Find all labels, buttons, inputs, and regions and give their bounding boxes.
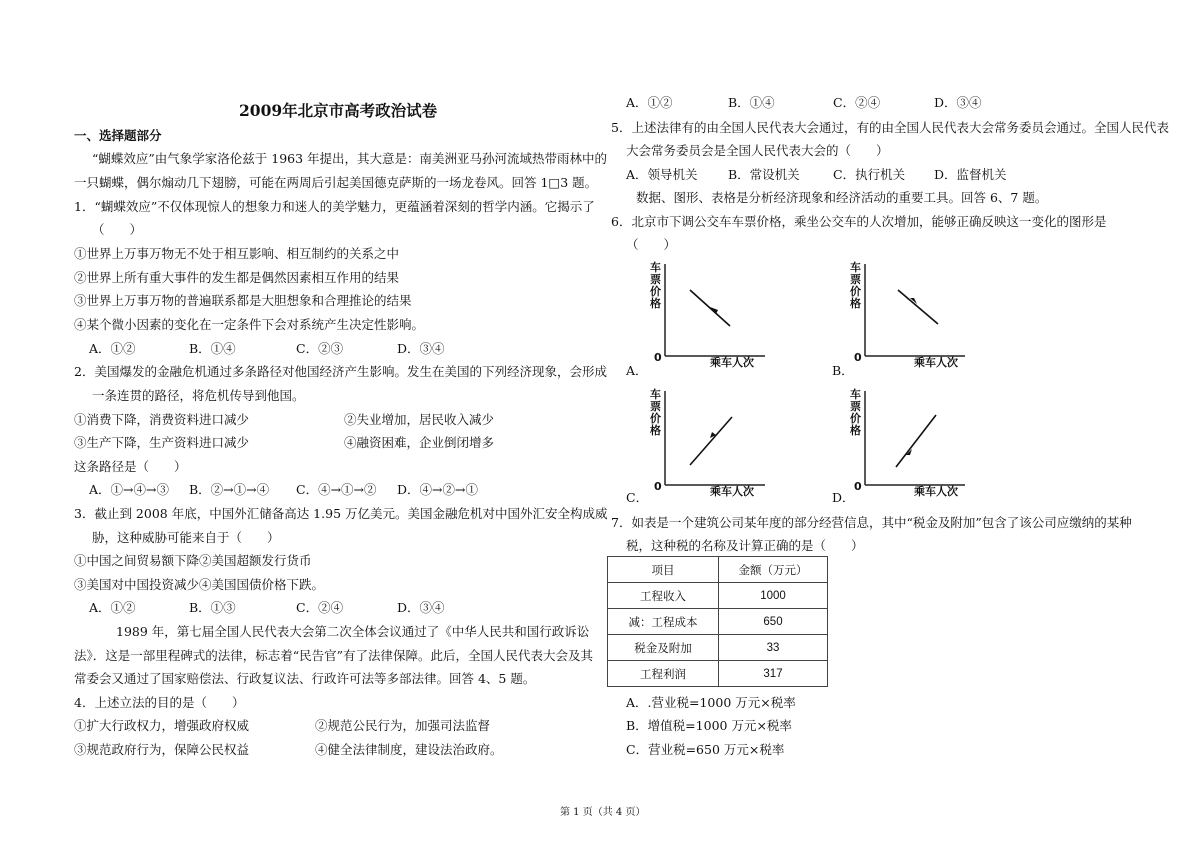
graph-d-letter: D． — [832, 490, 855, 505]
graph-b-plot — [840, 258, 980, 376]
graph-b-x-label: 乘车人次 — [914, 356, 958, 369]
graph-d-y-label: 车票价格 — [850, 388, 861, 437]
q2-item-1: ①消费下降，消费资料进口减少 — [74, 412, 250, 427]
intro3: 数据、图形、表格是分析经济现象和经济活动的重要工具。回答 6、7 题。 — [636, 190, 1048, 205]
table-header-cell: 金额（万元） — [719, 557, 828, 583]
q2-item-3: ③生产下降，生产资料进口减少 — [74, 435, 250, 450]
q4-option-c: C．②④ — [833, 95, 881, 110]
table-cell: 650 — [719, 609, 828, 635]
table-cell: 工程利润 — [608, 661, 719, 687]
q3-items-1: ①中国之间贸易额下降②美国超额发行货币 — [74, 553, 312, 568]
graph-b — [840, 258, 980, 376]
graph-c-letter: C． — [626, 490, 649, 505]
table-row — [608, 635, 828, 661]
q2-stem-line2: 一条连贯的路径，将危机传导到他国。 — [92, 388, 305, 403]
q4-option-a: A．①② — [626, 95, 673, 110]
q3-stem-line1: 3．截止到 2008 年底，中国外汇储备高达 1.95 万亿美元。美国金融危机对中国外汇安全构成威 — [74, 506, 608, 521]
graph-c-origin: 0 — [654, 480, 662, 493]
graph-d-origin: 0 — [854, 480, 862, 493]
graph-a-plot — [640, 258, 780, 376]
q4-option-b: B．①④ — [728, 95, 775, 110]
q4-item-3: ③规范政府行为，保障公民权益 — [74, 742, 250, 757]
q1-option-d: D．③④ — [397, 341, 445, 356]
intro1-line2: 一只蝴蝶，偶尔煽动几下翅膀，可能在两周后引起美国德克萨斯的一场龙卷风。回答 1□3 题。 — [74, 175, 598, 190]
graph-a-y-label: 车票价格 — [650, 261, 661, 310]
graph-c — [640, 385, 780, 503]
q5-option-b: B．常设机关 — [728, 167, 800, 182]
q5-option-c: C．执行机关 — [833, 167, 906, 182]
table-header-cell: 项目 — [608, 557, 719, 583]
q5-stem-line2: 大会常务委员会是全国人民代表大会的（ ） — [626, 143, 889, 158]
table-row — [608, 609, 828, 635]
q2-option-d: D．④→②→① — [397, 482, 478, 497]
graph-a-origin: 0 — [654, 351, 662, 364]
graph-b-y-label: 车票价格 — [850, 261, 861, 310]
q7-option-b: B．增值税=1000 万元×税率 — [626, 718, 792, 733]
q2-stem-line1: 2．美国爆发的金融危机通过多条路径对他国经济产生影响。发生在美国的下列经济现象，会形成 — [74, 364, 607, 379]
graph-d — [840, 385, 980, 503]
table-cell: 317 — [719, 661, 828, 687]
table-cell: 减：工程成本 — [608, 609, 719, 635]
q7-stem-line1: 7．如表是一个建筑公司某年度的部分经营信息，其中“税金及附加”包含了该公司应缴纳的某种 — [611, 515, 1132, 530]
section-heading: 一、选择题部分 — [74, 128, 162, 143]
q5-option-d: D．监督机关 — [934, 167, 1007, 182]
q1-item-3: ③世界上万事万物的普遍联系都是大胆想象和合理推论的结果 — [74, 293, 412, 308]
intro2-line2: 法》．这是一部里程碑式的法律，标志着“民告官”有了法律保障。此后，全国人民代表大会及其 — [74, 648, 594, 663]
q1-item-1: ①世界上万事万物无不处于相互影响、相互制约的关系之中 — [74, 246, 400, 261]
graph-d-x-label: 乘车人次 — [914, 485, 958, 498]
table-cell: 工程收入 — [608, 583, 719, 609]
q1-option-b: B．①④ — [189, 341, 236, 356]
q3-items-2: ③美国对中国投资减少④美国国债价格下跌。 — [74, 577, 325, 592]
table-cell: 33 — [719, 635, 828, 661]
business-info-table — [607, 556, 828, 687]
q2-item-2: ②失业增加，居民收入减少 — [344, 412, 495, 427]
q4-item-2: ②规范公民行为，加强司法监督 — [315, 718, 491, 733]
exam-title: 2009年北京市高考政治试卷 — [239, 101, 438, 120]
graph-a — [640, 258, 780, 376]
graph-a-x-label: 乘车人次 — [710, 356, 754, 369]
table-cell: 税金及附加 — [608, 635, 719, 661]
q2-option-a: A．①→④→③ — [89, 482, 169, 497]
q5-stem-line1: 5．上述法律有的由全国人民代表大会通过，有的由全国人民代表大会常务委员会通过。全国人民代表 — [611, 120, 1169, 135]
q2-option-b: B．②→①→④ — [189, 482, 270, 497]
q3-option-d: D．③④ — [397, 600, 445, 615]
table-header-row — [608, 557, 828, 583]
graph-c-x-label: 乘车人次 — [710, 485, 754, 498]
q1-option-c: C．②③ — [296, 341, 344, 356]
table-cell: 1000 — [719, 583, 828, 609]
graph-c-y-label: 车票价格 — [650, 388, 661, 437]
page-footer: 第 1 页（共 4 页） — [560, 807, 646, 818]
q6-stem-line2: （ ） — [626, 237, 677, 252]
graph-b-letter: B． — [832, 363, 854, 378]
q4-item-4: ④健全法律制度，建设法治政府。 — [315, 742, 503, 757]
q1-stem-line1: 1．“蝴蝶效应”不仅体现惊人的想象力和迷人的美学魅力，更蕴涵着深刻的哲学内涵。它揭示了 — [74, 199, 595, 214]
q7-stem-line2: 税，这种税的名称及计算正确的是（ ） — [626, 538, 864, 553]
intro2-line3: 常委会又通过了国家赔偿法、行政复议法、行政许可法等多部法律。回答 4、5 题。 — [74, 671, 536, 686]
q1-option-a: A．①② — [89, 341, 136, 356]
q3-option-c: C．②④ — [296, 600, 344, 615]
q2-item-4: ④融资困难，企业倒闭增多 — [344, 435, 495, 450]
q5-option-a: A．领导机关 — [626, 167, 698, 182]
q4-stem: 4．上述立法的目的是（ ） — [74, 695, 245, 710]
q6-stem-line1: 6．北京市下调公交车车票价格，乘坐公交车的人次增加，能够正确反映这一变化的图形是 — [611, 214, 1107, 229]
q3-option-b: B．①③ — [189, 600, 236, 615]
intro1-line1: “蝴蝶效应”由气象学家洛伦兹于 1963 年提出，其大意是：南美洲亚马孙河流域热带雨林中的 — [92, 151, 608, 166]
graph-c-plot — [640, 385, 780, 503]
q1-item-4: ④某个微小因素的变化在一定条件下会对系统产生决定性影响。 — [74, 317, 425, 332]
graph-d-plot — [840, 385, 980, 503]
graph-b-origin: 0 — [854, 351, 862, 364]
graph-a-letter: A． — [626, 363, 648, 378]
q4-item-1: ①扩大行政权力，增强政府权威 — [74, 718, 250, 733]
q3-stem-line2: 胁，这种威胁可能来自于（ ） — [92, 530, 280, 545]
q4-option-d: D．③④ — [934, 95, 982, 110]
q2-option-c: C．④→①→② — [296, 482, 377, 497]
q2-ask: 这条路径是（ ） — [74, 459, 187, 474]
q1-item-2: ②世界上所有重大事件的发生都是偶然因素相互作用的结果 — [74, 270, 400, 285]
table-row — [608, 583, 828, 609]
q3-option-a: A．①② — [89, 600, 136, 615]
intro2-line1: 1989 年，第七届全国人民代表大会第二次全体会议通过了《中华人民共和国行政诉讼 — [116, 624, 590, 639]
q7-option-c: C．营业税=650 万元×税率 — [626, 742, 785, 757]
table-row — [608, 661, 828, 687]
q1-stem-line2: （ ） — [92, 222, 143, 237]
q7-option-a: A．.营业税=1000 万元×税率 — [626, 695, 796, 710]
